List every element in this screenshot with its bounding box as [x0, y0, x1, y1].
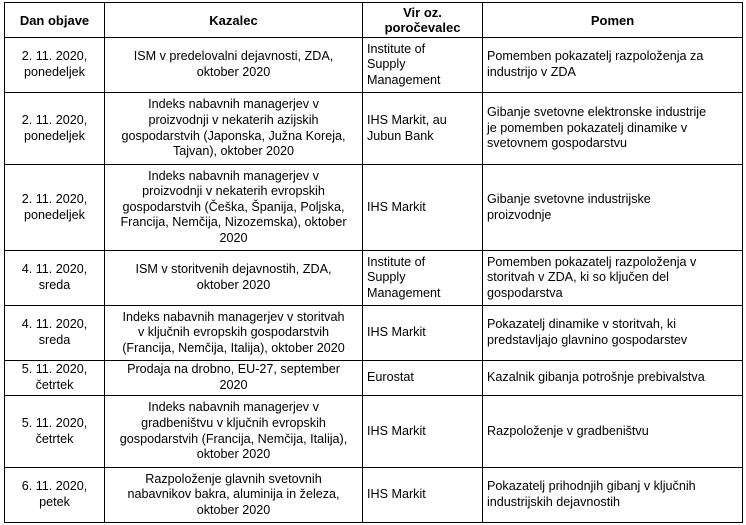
header-date: Dan objave: [5, 3, 105, 38]
indicator-cell: Indeks nabavnih managerjev v proizvodnji v nekaterih evropskih gospodarstvih (Češka, Španija, Poljska, Francija, Nemčija, Nizozemska), oktober 2020: [105, 165, 363, 251]
header-row: [5, 3, 743, 38]
release-date-cell: 5. 11. 2020, četrtek: [5, 396, 105, 468]
release-date-cell: 4. 11. 2020, sreda: [5, 306, 105, 361]
indicator-cell: Indeks nabavnih managerjev v storitvah v ključnih evropskih gospodarstvih (Francija, Nemčija, Italija), oktober 2020: [105, 306, 363, 361]
meaning-cell: Gibanje svetovne industrijske proizvodnje: [483, 165, 743, 251]
header-source: Vir oz. poročevalec: [363, 3, 483, 38]
table-row: [5, 468, 743, 523]
source-cell: Eurostat: [363, 361, 483, 396]
source-cell: IHS Markit: [363, 306, 483, 361]
meaning-cell: Pomemben pokazatelj razpoloženja za industrijo v ZDA: [483, 38, 743, 93]
source-cell: Institute of Supply Management: [363, 251, 483, 306]
header-meaning: Pomen: [483, 3, 743, 38]
indicator-cell: ISM v storitvenih dejavnostih, ZDA, oktober 2020: [105, 251, 363, 306]
table-row: [5, 251, 743, 306]
release-date-cell: 4. 11. 2020, sreda: [5, 251, 105, 306]
release-date-cell: 6. 11. 2020, petek: [5, 468, 105, 523]
source-cell: IHS Markit: [363, 165, 483, 251]
source-cell: IHS Markit: [363, 468, 483, 523]
meaning-cell: Pokazatelj prihodnjih gibanj v ključnih industrijskih dejavnostih: [483, 468, 743, 523]
source-cell: IHS Markit, au Jubun Bank: [363, 93, 483, 165]
release-date-cell: 2. 11. 2020, ponedeljek: [5, 93, 105, 165]
release-date-cell: 2. 11. 2020, ponedeljek: [5, 165, 105, 251]
release-date-cell: 5. 11. 2020, četrtek: [5, 361, 105, 396]
table-row: [5, 306, 743, 361]
source-cell: Institute of Supply Management: [363, 38, 483, 93]
indicator-cell: Prodaja na drobno, EU-27, september 2020: [105, 361, 363, 396]
table-row: [5, 361, 743, 396]
meaning-cell: Gibanje svetovne elektronske industrije je pomemben pokazatelj dinamike v svetovnem gospodarstvu: [483, 93, 743, 165]
indicator-cell: Razpoloženje glavnih svetovnih nabavnikov bakra, aluminija in železa, oktober 2020: [105, 468, 363, 523]
table-row: [5, 38, 743, 93]
meaning-cell: Pokazatelj dinamike v storitvah, ki predstavljajo glavnino gospodarstev: [483, 306, 743, 361]
meaning-cell: Kazalnik gibanja potrošnje prebivalstva: [483, 361, 743, 396]
table-row: [5, 396, 743, 468]
source-cell: IHS Markit: [363, 396, 483, 468]
table-row: [5, 165, 743, 251]
indicator-cell: Indeks nabavnih managerjev v gradbeništvu v ključnih evropskih gospodarstvih (Francija, Nemčija, Italija), oktober 2020: [105, 396, 363, 468]
release-calendar-table: [4, 2, 743, 523]
header-indicator: Kazalec: [105, 3, 363, 38]
meaning-cell: Razpoloženje v gradbeništvu: [483, 396, 743, 468]
indicator-cell: ISM v predelovalni dejavnosti, ZDA, oktober 2020: [105, 38, 363, 93]
table-row: [5, 93, 743, 165]
release-date-cell: 2. 11. 2020, ponedeljek: [5, 38, 105, 93]
meaning-cell: Pomemben pokazatelj razpoloženja v storitvah v ZDA, ki so ključen del gospodarstva: [483, 251, 743, 306]
indicator-cell: Indeks nabavnih managerjev v proizvodnji v nekaterih azijskih gospodarstvih (Japonska, Južna Koreja, Tajvan), oktober 2020: [105, 93, 363, 165]
